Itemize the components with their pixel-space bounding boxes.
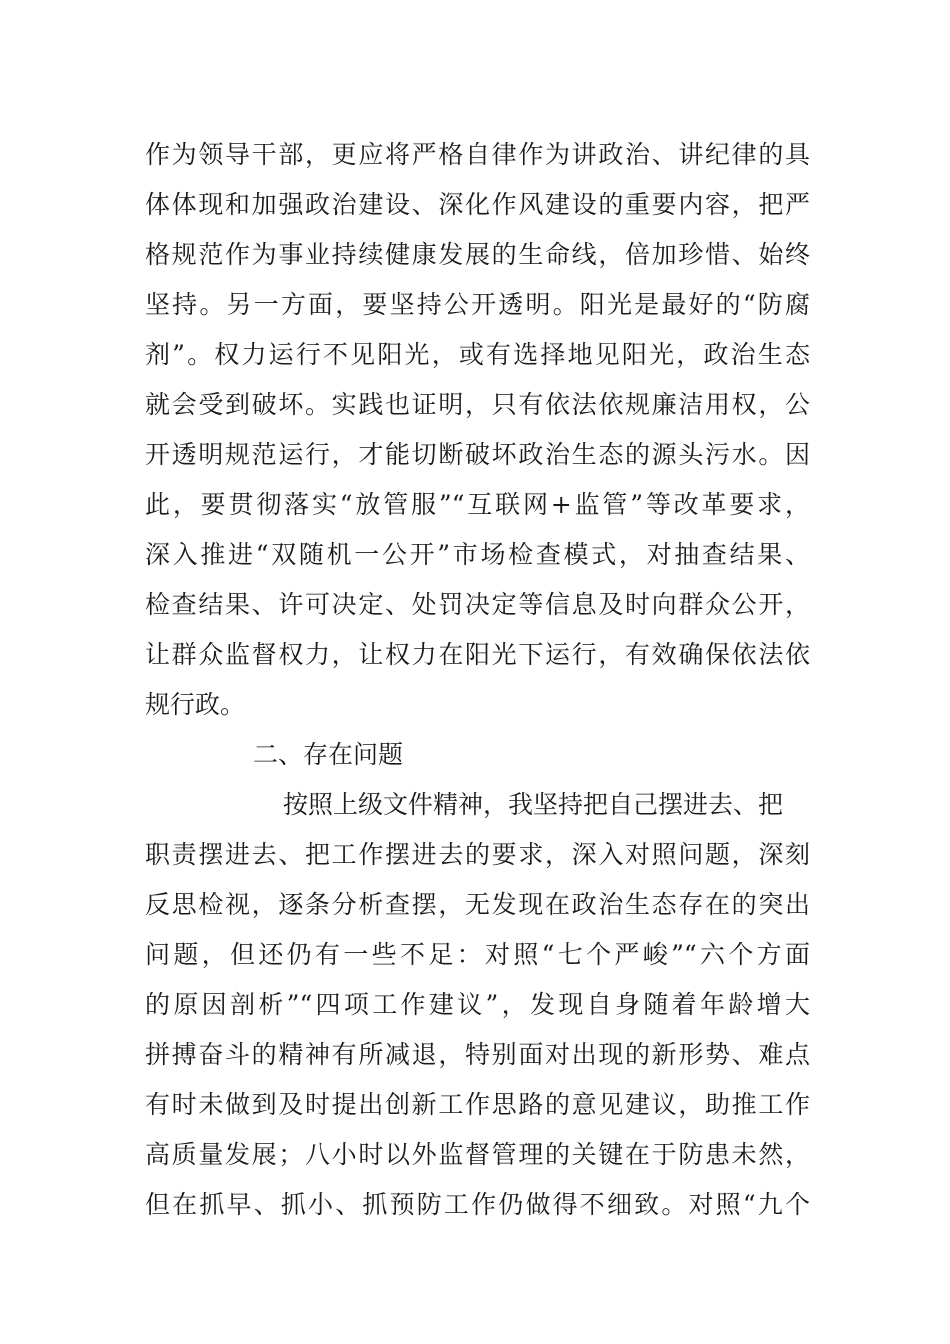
paragraph-line: 职责摆进去、把工作摆进去的要求，深入对照问题，深刻	[145, 840, 810, 869]
section-heading: 二、存在问题	[253, 740, 404, 769]
paragraph-line: 检查结果、许可决定、处罚决定等信息及时向群众公开，	[145, 590, 810, 619]
paragraph-line: 体体现和加强政治建设、深化作风建设的重要内容，把严	[145, 190, 810, 219]
paragraph-line: 按照上级文件精神，我坚持把自己摆进去、把	[283, 790, 784, 819]
paragraph-line: 剂”。权力运行不见阳光，或有选择地见阳光，政治生态	[145, 340, 810, 369]
paragraph-line: 格规范作为事业持续健康发展的生命线，倍加珍惜、始终	[145, 240, 810, 269]
paragraph-line: 拼搏奋斗的精神有所减退，特别面对出现的新形势、难点	[145, 1040, 810, 1069]
paragraph-line: 的原因剖析”“四项工作建议”，发现自身随着年龄增大	[145, 990, 810, 1019]
paragraph-line: 深入推进“双随机一公开”市场检查模式，对抽查结果、	[145, 540, 810, 569]
paragraph-line: 但在抓早、抓小、抓预防工作仍做得不细致。对照“九个	[145, 1190, 810, 1219]
paragraph-line: 就会受到破坏。实践也证明，只有依法依规廉洁用权，公	[145, 390, 810, 419]
paragraph-line: 规行政。	[145, 690, 246, 719]
paragraph-line: 有时未做到及时提出创新工作思路的意见建议，助推工作	[145, 1090, 810, 1119]
paragraph-line: 此，要贯彻落实“放管服”“互联网+监管”等改革要求，	[145, 490, 810, 519]
paragraph-line: 作为领导干部，更应将严格自律作为讲政治、讲纪律的具	[145, 140, 810, 169]
paragraph-line: 让群众监督权力，让权力在阳光下运行，有效确保依法依	[145, 640, 810, 669]
paragraph-line: 高质量发展；八小时以外监督管理的关键在于防患未然，	[145, 1140, 810, 1169]
paragraph-line: 开透明规范运行，才能切断破坏政治生态的源头污水。因	[145, 440, 810, 469]
document-body	[145, 130, 810, 1230]
paragraph-line: 问题，但还仍有一些不足：对照“七个严峻”“六个方面	[145, 940, 810, 969]
paragraph-line: 反思检视，逐条分析查摆，无发现在政治生态存在的突出	[145, 890, 810, 919]
paragraph-line: 坚持。另一方面，要坚持公开透明。阳光是最好的“防腐	[145, 290, 810, 319]
